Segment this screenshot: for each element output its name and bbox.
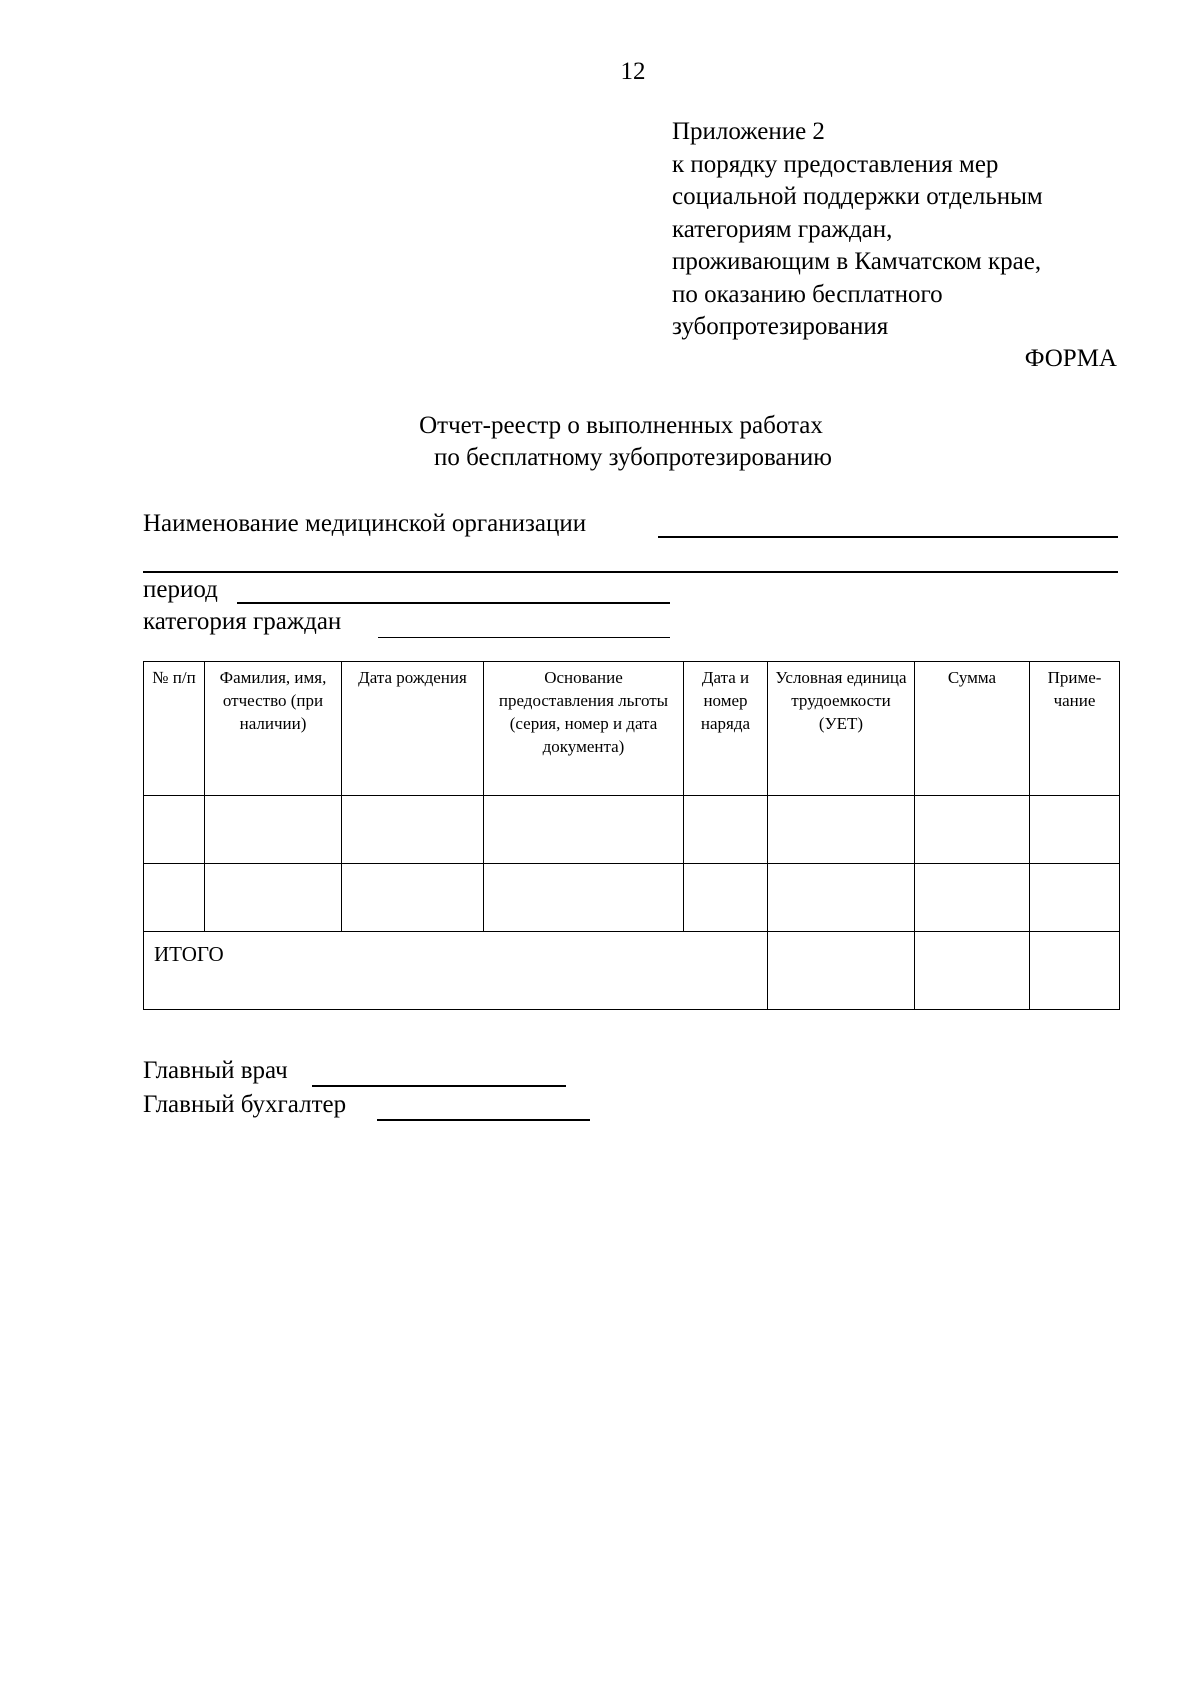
table-cell[interactable] [205, 864, 342, 932]
organization-input-line-2[interactable] [143, 571, 1118, 573]
table-cell[interactable] [1030, 796, 1120, 864]
col-header-note [1030, 662, 1120, 796]
table-cell[interactable] [915, 796, 1030, 864]
page-number: 12 [620, 58, 646, 85]
organization-label: Наименование медицинской организации [143, 510, 587, 537]
col-header-number [144, 662, 205, 796]
table-cell[interactable] [205, 796, 342, 864]
chief-accountant-signature-line[interactable] [377, 1119, 590, 1121]
period-label: период [143, 576, 218, 603]
appendix-line: проживающим в Камчатском крае, [672, 248, 1042, 275]
col-header-uet [768, 662, 915, 796]
col-header-text: Фамилия, имя, отчество (при наличии) [219, 668, 327, 733]
table-cell[interactable] [768, 796, 915, 864]
table-row [144, 864, 1120, 932]
table-cell[interactable] [915, 864, 1030, 932]
report-title-line2: по бесплатному зубопротезированию [434, 444, 832, 471]
appendix-line: категориям граждан, [672, 215, 893, 243]
appendix-line: Приложение 2 [672, 118, 825, 145]
total-label: ИТОГО [144, 932, 768, 1010]
table-total-row [144, 932, 1120, 1010]
table-cell[interactable] [342, 864, 484, 932]
appendix-line: к порядку предоставления мер [672, 150, 999, 178]
chief-accountant-label: Главный бухгалтер [143, 1091, 347, 1118]
col-header-text: Дата рождения [358, 668, 467, 687]
report-title-line1: Отчет-реестр о выполненных работах [419, 412, 823, 439]
total-uet-cell[interactable] [768, 932, 915, 1010]
organization-input-line[interactable] [658, 536, 1118, 538]
category-input-line[interactable] [378, 637, 670, 638]
table-cell[interactable] [342, 796, 484, 864]
appendix-line: социальной поддержки отдельным [672, 183, 1043, 210]
col-header-sum [915, 662, 1030, 796]
appendix-line: по оказанию бесплатного [672, 280, 943, 308]
registry-table [143, 661, 1120, 1010]
table-cell[interactable] [144, 864, 205, 932]
table-row [144, 796, 1120, 864]
col-header-order [684, 662, 768, 796]
col-header-text: № п/п [152, 668, 196, 687]
col-header-text: Сумма [947, 668, 997, 687]
total-note-cell[interactable] [1030, 932, 1120, 1010]
chief-doctor-label: Главный врач [143, 1057, 288, 1084]
table-cell[interactable] [684, 864, 768, 932]
col-header-text: Дата и номер наряда [700, 668, 751, 733]
table-cell[interactable] [1030, 864, 1120, 932]
table-cell[interactable] [684, 796, 768, 864]
col-header-basis [484, 662, 684, 796]
table-cell[interactable] [484, 864, 684, 932]
period-input-line[interactable] [237, 602, 670, 604]
col-header-birthdate [342, 662, 484, 796]
chief-doctor-signature-line[interactable] [312, 1085, 566, 1087]
appendix-line: зубопротезирования [672, 313, 889, 340]
table-header-row [144, 662, 1120, 796]
col-header-text: Основание предоставления льготы (серия, номер и дата документа) [498, 668, 669, 756]
col-header-fullname [205, 662, 342, 796]
total-sum-cell[interactable] [915, 932, 1030, 1010]
col-header-text: Условная единица трудоемкости (УЕТ) [775, 668, 907, 733]
table-cell[interactable] [484, 796, 684, 864]
category-label: категория граждан [143, 608, 342, 635]
table-cell[interactable] [144, 796, 205, 864]
col-header-text: Приме-чание [1047, 668, 1102, 710]
report-title [0, 410, 1200, 474]
appendix-block [672, 116, 1132, 344]
table-cell[interactable] [768, 864, 915, 932]
form-mark: ФОРМА [1024, 345, 1117, 372]
